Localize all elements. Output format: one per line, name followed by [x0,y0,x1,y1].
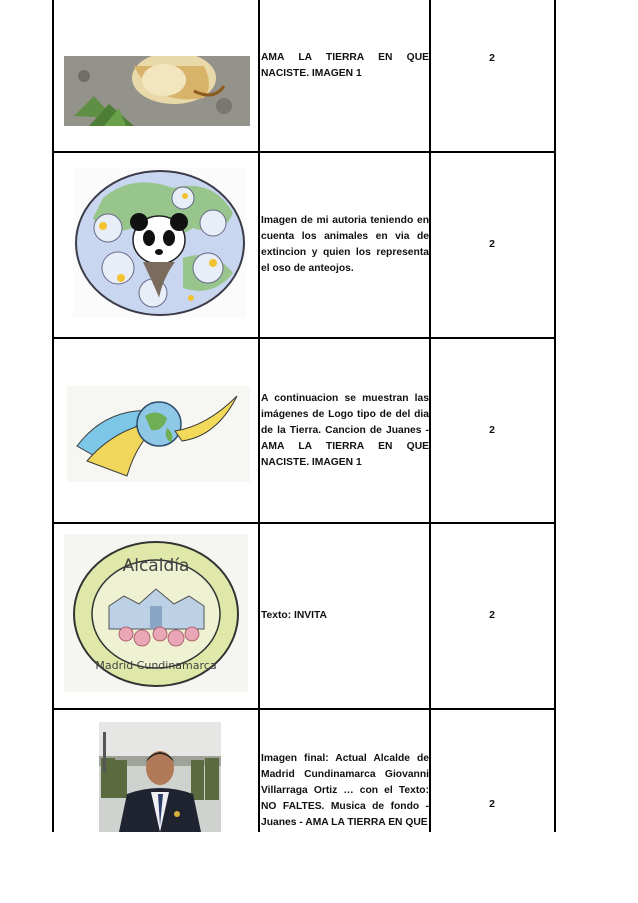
row-1-text: AMA LA TIERRA EN QUE NACISTE. IMAGEN 1 [261,52,429,79]
row-2-value: 2 [489,238,495,250]
row-3-value: 2 [489,424,495,436]
row-5-text: Imagen final: Actual Alcalde de Madrid Cundinamarca Giovanni Villarraga Ortiz … con el Texto: NO FALTES. Musica de fondo - Juanes - AMA LA TIERRA EN QUE [261,753,429,828]
row-divider-1 [52,151,556,153]
row-divider-2 [52,337,556,339]
row-4-text: Texto: INVITA [261,610,327,621]
panda-globe-drawing [73,168,246,318]
row-5-value: 2 [489,798,495,810]
fruit-photo [64,56,250,126]
row-3-text: A continuacion se muestran las imágenes de Logo tipo de del dia de la Tierra. Cancion de Juanes - AMA LA TIERRA EN QUE NACISTE. IMAGEN 1 [261,393,429,468]
row-1-value: 2 [489,52,495,64]
row-4-value: 2 [489,609,495,621]
alcaldia-seal-drawing [64,534,248,692]
seal-bottom-lettering: Madrid Cundinamarca [95,659,217,672]
seal-top-lettering: Alcaldía [122,556,190,576]
row-divider-3 [52,522,556,524]
earth-day-logo-drawing [67,386,250,482]
mayor-photo [99,722,221,832]
row-2-text: Imagen de mi autoria teniendo en cuenta los animales en via de extincion y quien los representa el oso de anteojos. [261,215,429,274]
row-divider-4 [52,708,556,710]
